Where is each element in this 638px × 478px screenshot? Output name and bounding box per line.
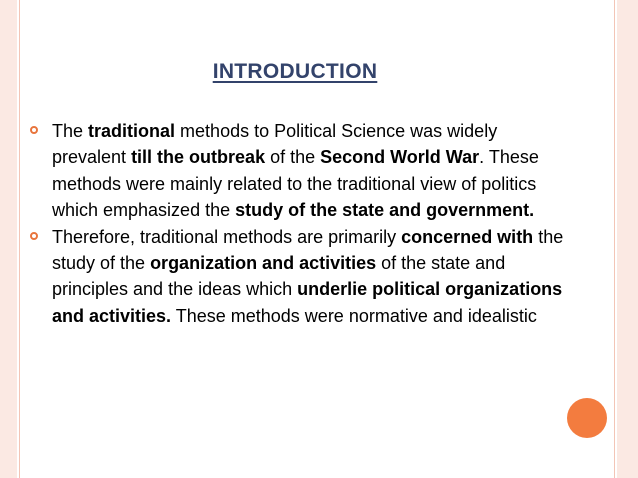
bullet-item-2 xyxy=(30,224,575,330)
orange-circle-decoration xyxy=(567,398,607,438)
right-border-line xyxy=(614,0,615,478)
bullet-text-1: The traditional methods to Political Science was widely prevalent till the outbreak of the Second World War. These methods were mainly related to the traditional view of politics which emphasized the study of the state and government. xyxy=(52,121,539,221)
right-border-strip xyxy=(617,0,638,478)
slide-title: INTRODUCTION xyxy=(212,60,378,83)
left-border-line xyxy=(19,0,20,478)
left-border-strip xyxy=(0,0,17,478)
bullet-item-1 xyxy=(30,118,575,224)
hollow-circle-bullet-icon xyxy=(30,232,38,240)
bullet-text-2: Therefore, traditional methods are primarily concerned with the study of the organization and activities of the state and principles and the ideas which underlie political organizations and activities. These methods were normative and idealistic xyxy=(52,226,564,326)
bullet-list xyxy=(30,118,575,329)
hollow-circle-bullet-icon xyxy=(30,126,38,134)
